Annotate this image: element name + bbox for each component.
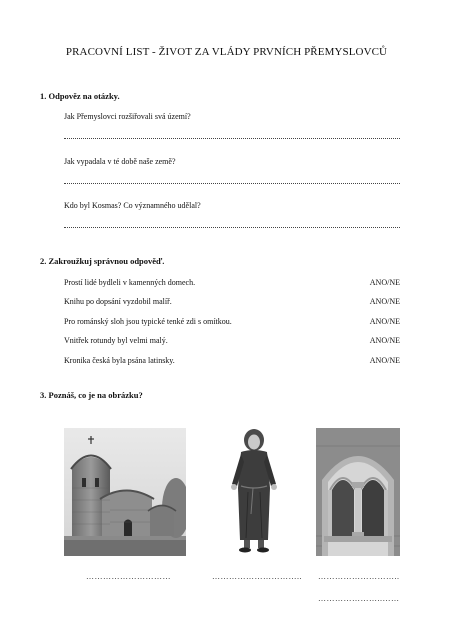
image-answer-blank-4[interactable]: …………………..…… [318,594,400,603]
yes-no-choice[interactable]: ANO/NE [369,297,400,306]
rotunda-image [64,428,186,556]
monk-image [224,428,284,558]
statement-row [64,356,400,365]
answer-line-2[interactable] [64,183,400,184]
statement-row [64,317,400,326]
statement-text: Knihu po dopsání vyzdobil malíř. [64,297,172,306]
statement-row [64,278,400,287]
statement-text: Pro románský sloh jsou typické tenké zdi s omítkou. [64,317,232,326]
image-answer-blank-3[interactable]: ……………………….. [318,572,400,581]
question-1: Jak Přemyslovci rozšiřovali svá území? [64,112,191,121]
section-3-heading: 3. Poznáš, co je na obrázku? [40,390,143,400]
page-title: PRACOVNÍ LIST - ŽIVOT ZA VLÁDY PRVNÍCH PŘEMYSLOVCŮ [65,46,388,58]
answer-line-3[interactable] [64,227,400,228]
romanesque-window-photo [316,428,400,556]
yes-no-choice[interactable]: ANO/NE [369,278,400,287]
statement-text: Kronika česká byla psána latinsky. [64,356,175,365]
question-2: Jak vypadala v té době naše země? [64,157,176,166]
statement-row [64,297,400,306]
yes-no-choice[interactable]: ANO/NE [369,356,400,365]
statement-text: Prostí lidé bydleli v kamenných domech. [64,278,196,287]
monk-figure [224,428,284,558]
question-3: Kdo byl Kosmas? Co významného udělal? [64,201,201,210]
section-2-heading: 2. Zakroužkuj správnou odpověď. [40,256,165,266]
yes-no-choice[interactable]: ANO/NE [369,317,400,326]
window-image [316,428,400,556]
answer-line-1[interactable] [64,138,400,139]
statement-text: Vnitřek rotundy byl velmi malý. [64,336,168,345]
statement-row [64,336,400,345]
image-answer-blank-1[interactable]: ………………………… [86,572,171,581]
rotunda-photo [64,428,186,556]
section-1-heading: 1. Odpověz na otázky. [40,91,120,101]
image-answer-blank-2[interactable]: ………………………….. [212,572,302,581]
yes-no-choice[interactable]: ANO/NE [369,336,400,345]
